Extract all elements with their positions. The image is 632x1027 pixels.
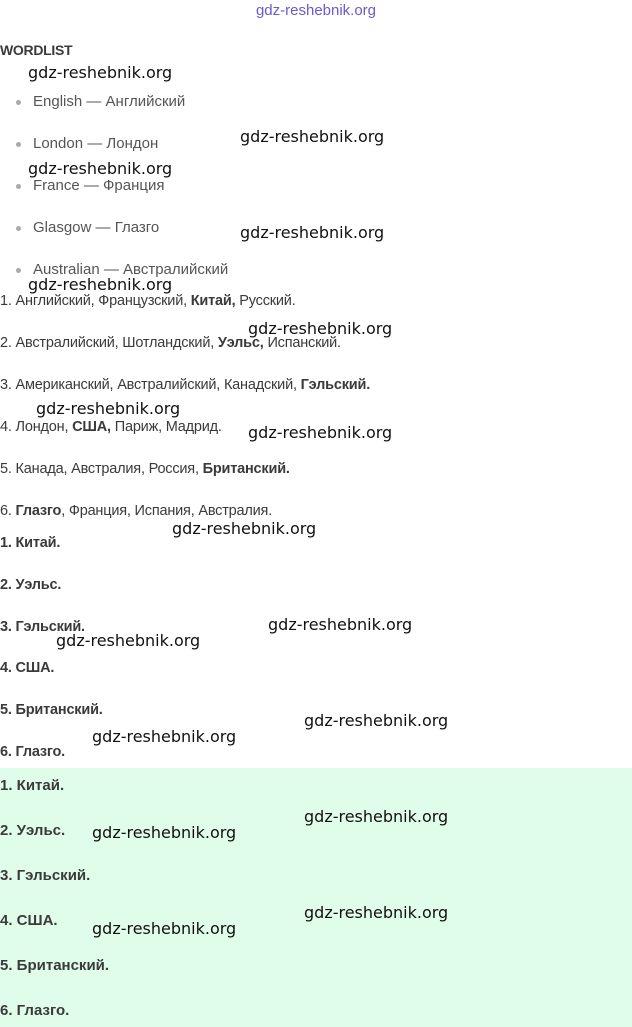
- highlighted-answer-line: 3. Гэльский.: [0, 867, 91, 884]
- wordlist-item-text: English — Английский: [33, 93, 186, 110]
- bullet-icon: [16, 142, 21, 147]
- answer-line: 4. США.: [0, 660, 55, 676]
- wordlist-heading: WORDLIST: [0, 42, 73, 58]
- answer-line: 6. Глазго.: [0, 744, 66, 760]
- answer-line: 1. Китай.: [0, 535, 61, 551]
- wordlist-item: [16, 177, 164, 194]
- highlighted-answer-line: 4. США.: [0, 912, 58, 929]
- wordlist-item-text: Glasgow — Глазго: [33, 219, 160, 236]
- wordlist-item: [16, 135, 158, 152]
- wordlist-item: [16, 219, 159, 236]
- watermark: gdz-reshebnik.org: [304, 711, 449, 730]
- task-line: 5. Канада, Австралия, Россия, Британский.: [0, 461, 290, 477]
- watermark: gdz-reshebnik.org: [56, 631, 201, 650]
- watermark: gdz-reshebnik.org: [92, 727, 237, 746]
- watermark: gdz-reshebnik.org: [268, 615, 413, 634]
- highlighted-answer-line: 6. Глазго.: [0, 1002, 70, 1019]
- wordlist-item: [16, 93, 185, 110]
- task-line: 6. Глазго, Франция, Испания, Австралия.: [0, 503, 273, 519]
- highlighted-answer-line: 5. Британский.: [0, 957, 110, 974]
- bullet-icon: [16, 226, 21, 231]
- watermark: gdz-reshebnik.org: [28, 63, 173, 82]
- watermark: gdz-reshebnik.org: [28, 275, 173, 294]
- wordlist-item-text: London — Лондон: [33, 135, 159, 152]
- answer-line: 3. Гэльский.: [0, 619, 85, 635]
- task-line: 1. Английский, Французский, Китай, Русский.: [0, 293, 296, 309]
- bullet-icon: [16, 268, 21, 273]
- answer-line: 2. Уэльс.: [0, 577, 62, 593]
- task-line: 2. Австралийский, Шотландский, Уэльс, Испанский.: [0, 335, 341, 351]
- bullet-icon: [16, 100, 21, 105]
- answer-line: 5. Британский.: [0, 702, 103, 718]
- site-header-link[interactable]: gdz-reshebnik.org: [255, 2, 377, 19]
- watermark: gdz-reshebnik.org: [92, 823, 237, 842]
- watermark: gdz-reshebnik.org: [248, 319, 393, 338]
- watermark: gdz-reshebnik.org: [304, 903, 449, 922]
- watermark: gdz-reshebnik.org: [172, 519, 317, 538]
- highlighted-answer-line: 1. Китай.: [0, 777, 65, 794]
- watermark: gdz-reshebnik.org: [240, 127, 385, 146]
- wordlist-item-text: Australian — Австралийский: [33, 261, 229, 278]
- task-line: 4. Лондон, США, Париж, Мадрид.: [0, 419, 222, 435]
- watermark: gdz-reshebnik.org: [304, 807, 449, 826]
- task-line: 3. Американский, Австралийский, Канадский, Гэльский.: [0, 377, 371, 393]
- watermark: gdz-reshebnik.org: [248, 423, 393, 442]
- bullet-icon: [16, 184, 21, 189]
- watermark: gdz-reshebnik.org: [240, 223, 385, 242]
- highlighted-answer-line: 2. Уэльс.: [0, 822, 66, 839]
- watermark: gdz-reshebnik.org: [92, 919, 237, 938]
- watermark: gdz-reshebnik.org: [36, 399, 181, 418]
- wordlist-item-text: France — Франция: [33, 177, 165, 194]
- watermark: gdz-reshebnik.org: [28, 159, 173, 178]
